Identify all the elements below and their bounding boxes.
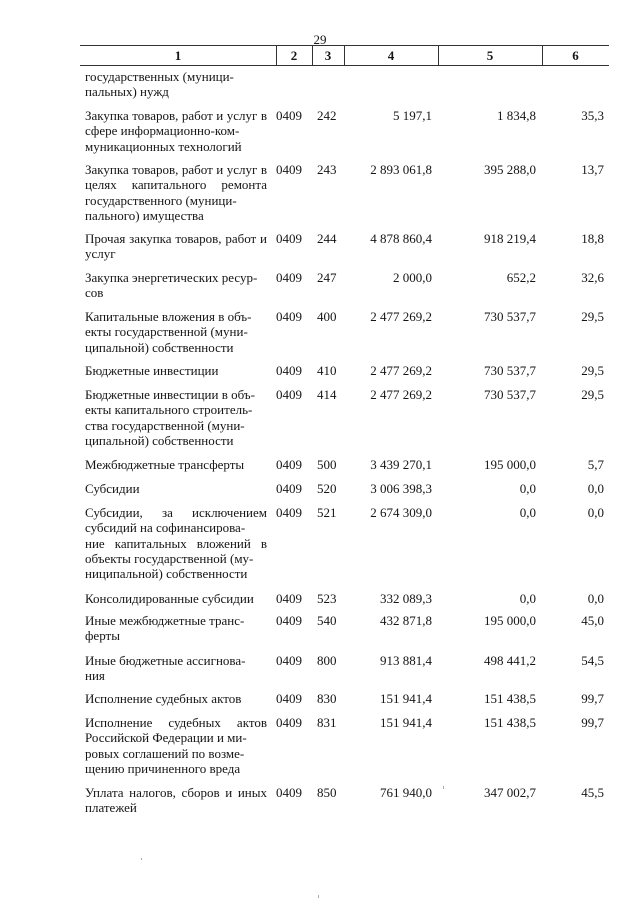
row-section: 0409 [276, 591, 302, 606]
row-approved: 913 881,4 [380, 653, 432, 668]
row-type-code: 523 [317, 591, 337, 606]
header-col-2: 2 [290, 48, 298, 63]
row-percent: 99,7 [581, 691, 604, 706]
row-approved: 2 477 269,2 [370, 309, 432, 324]
row-percent: 35,3 [581, 108, 604, 123]
row-percent: 45,0 [581, 613, 604, 628]
row-name: Исполнение судебных актов [85, 691, 242, 706]
row-section: 0409 [276, 231, 302, 246]
row-type-code: 540 [317, 613, 337, 628]
row-approved: 2 893 061,8 [370, 162, 432, 177]
row-section: 0409 [276, 715, 302, 730]
row-approved: 3 006 398,3 [370, 481, 432, 496]
page-number: 29 [313, 32, 327, 47]
row-percent: 18,8 [581, 231, 604, 246]
row-percent: 29,5 [581, 363, 604, 378]
row-section: 0409 [276, 481, 302, 496]
row-type-code: 520 [317, 481, 337, 496]
row-percent: 54,5 [581, 653, 604, 668]
row-type-code: 243 [317, 162, 337, 177]
row-executed: 1 834,8 [497, 108, 536, 123]
row-type-code: 800 [317, 653, 337, 668]
header-col-3: 3 [324, 48, 332, 63]
row-type-code: 850 [317, 785, 337, 800]
row-name: Закупка товаров, работ и услуг в целях капитального ремонта государственного (муници- пального) имущества [85, 162, 267, 223]
row-type-code: 410 [317, 363, 337, 378]
row-approved: 5 197,1 [393, 108, 432, 123]
row-approved: 332 089,3 [380, 591, 432, 606]
scan-speck [443, 786, 444, 789]
row-type-code: 521 [317, 505, 337, 520]
row-executed: 195 000,0 [484, 613, 536, 628]
row-percent: 45,5 [581, 785, 604, 800]
row-type-code: 414 [317, 387, 337, 402]
row-name: Уплата налогов, сборов и иных платежей [85, 785, 267, 816]
row-type-code: 500 [317, 457, 337, 472]
row-percent: 0,0 [587, 481, 604, 496]
row-section: 0409 [276, 309, 302, 324]
row-section: 0409 [276, 691, 302, 706]
row-executed: 151 438,5 [484, 715, 536, 730]
header-col-5: 5 [486, 48, 494, 63]
scan-speck [141, 858, 142, 860]
row-name: Иные межбюджетные транс- ферты [85, 613, 245, 644]
row-approved: 151 941,4 [380, 715, 432, 730]
row-name: Исполнение судебных актов Российской Федерации и ми- ровых соглашений по возме- щению причиненного вреда [85, 715, 267, 776]
row-approved: 761 940,0 [380, 785, 432, 800]
row-executed: 151 438,5 [484, 691, 536, 706]
row-approved: 2 477 269,2 [370, 363, 432, 378]
row-name: Капитальные вложения в объ- екты государственной (муни- ципальной) собственности [85, 309, 252, 355]
row-name: государственных (муници- пальных) нужд [85, 69, 234, 100]
row-executed: 652,2 [506, 270, 536, 285]
row-name: Бюджетные инвестиции [85, 363, 219, 378]
row-section: 0409 [276, 108, 302, 123]
row-executed: 730 537,7 [484, 387, 536, 402]
row-percent: 29,5 [581, 387, 604, 402]
row-approved: 432 871,8 [380, 613, 432, 628]
row-type-code: 400 [317, 309, 337, 324]
row-section: 0409 [276, 785, 302, 800]
header-col-4: 4 [387, 48, 395, 63]
row-percent: 5,7 [587, 457, 604, 472]
row-name: Межбюджетные трансферты [85, 457, 245, 472]
row-approved: 2 674 309,0 [370, 505, 432, 520]
row-percent: 32,6 [581, 270, 604, 285]
row-approved: 2 000,0 [393, 270, 432, 285]
row-percent: 29,5 [581, 309, 604, 324]
row-percent: 99,7 [581, 715, 604, 730]
row-name: Закупка энергетических ресур- сов [85, 270, 258, 301]
row-type-code: 242 [317, 108, 337, 123]
row-type-code: 831 [317, 715, 337, 730]
row-name: Прочая закупка товаров, работ и услуг [85, 231, 267, 262]
row-section: 0409 [276, 162, 302, 177]
header-col-6: 6 [572, 48, 579, 63]
row-section: 0409 [276, 363, 302, 378]
row-name: Закупка товаров, работ и услуг в сфере информационно-ком- муникационных технологий [85, 108, 267, 154]
row-type-code: 244 [317, 231, 337, 246]
row-executed: 195 000,0 [484, 457, 536, 472]
row-executed: 730 537,7 [484, 363, 536, 378]
row-type-code: 830 [317, 691, 337, 706]
row-section: 0409 [276, 387, 302, 402]
row-executed: 498 441,2 [484, 653, 536, 668]
row-executed: 0,0 [519, 481, 536, 496]
row-approved: 4 878 860,4 [370, 231, 432, 246]
header-col-1: 1 [174, 48, 182, 63]
row-section: 0409 [276, 457, 302, 472]
row-executed: 0,0 [519, 505, 536, 520]
row-name: Субсидии, за исключением субсидий на софинансирова- ние капитальных вложений в объекты государственной (му- ниципальной) собственности [85, 505, 267, 582]
row-executed: 730 537,7 [484, 309, 536, 324]
row-name: Консолидированные субсидии [85, 591, 254, 606]
row-section: 0409 [276, 653, 302, 668]
row-approved: 2 477 269,2 [370, 387, 432, 402]
row-section: 0409 [276, 270, 302, 285]
row-percent: 13,7 [581, 162, 604, 177]
row-executed: 347 002,7 [484, 785, 536, 800]
scan-speck [318, 895, 319, 898]
row-percent: 0,0 [587, 505, 604, 520]
row-name: Бюджетные инвестиции в объ- екты капитального строитель- ства государственной (муни- ципальной) собственности [85, 387, 255, 448]
row-name: Иные бюджетные ассигнова- ния [85, 653, 246, 684]
row-percent: 0,0 [587, 591, 604, 606]
row-approved: 151 941,4 [380, 691, 432, 706]
table-header [80, 45, 609, 66]
row-section: 0409 [276, 613, 302, 628]
row-approved: 3 439 270,1 [370, 457, 432, 472]
row-executed: 918 219,4 [484, 231, 536, 246]
row-section: 0409 [276, 505, 302, 520]
row-type-code: 247 [317, 270, 337, 285]
row-name: Субсидии [85, 481, 140, 496]
row-executed: 395 288,0 [484, 162, 536, 177]
row-executed: 0,0 [519, 591, 536, 606]
